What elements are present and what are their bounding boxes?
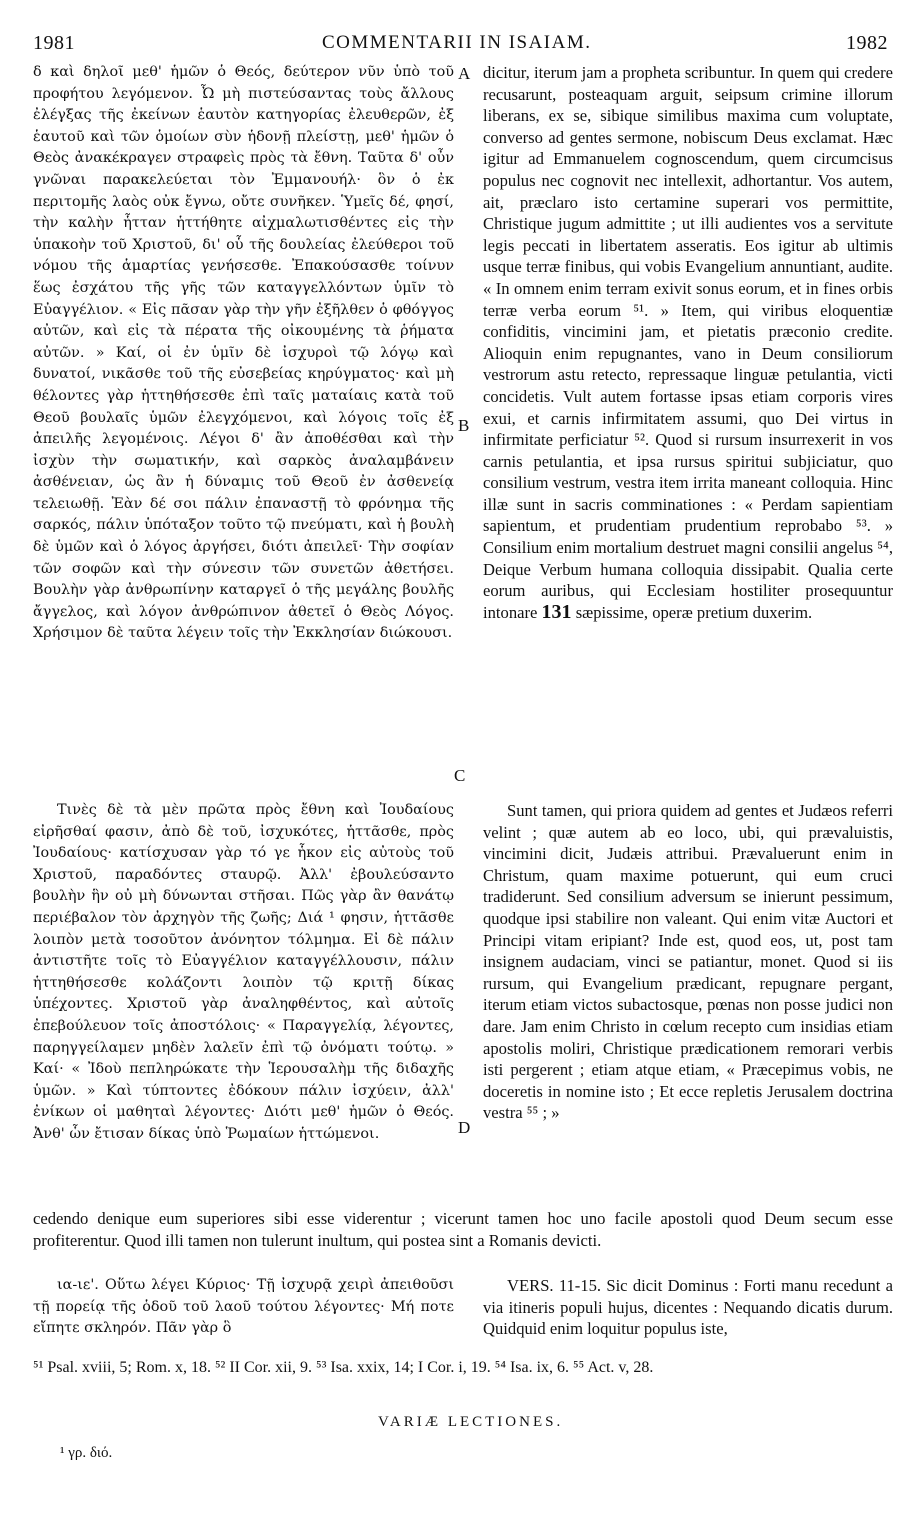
- greek-verse-block: [33, 1275, 454, 1340]
- margin-marker-d: D: [458, 1118, 471, 1137]
- variae-lectiones-title: VARIÆ LECTIONES.: [378, 1414, 564, 1430]
- variae-lectiones-note: ¹ γρ. διό.: [60, 1445, 113, 1461]
- right-page-number: 1982: [846, 32, 888, 54]
- margin-marker-a: A: [458, 64, 471, 83]
- greek-verse: ια-ιε'. Οὕτω λέγει Κύριος· Τῇ ἰσχυρᾷ χειρὶ ἀπειθοῦσι τῇ πορείᾳ τῆς ὁδοῦ τοῦ λαοῦ τούτου λέγοντες· Μή ποτε εἴπητε σκληρόν. Πᾶν γὰρ ὃ: [33, 1277, 454, 1337]
- latin-paragraph-2: Sunt tamen, qui priora quidem ad gentes et Judæos referri velint ; quæ autem ab eo loco, ubi, qui prævaluistis, vincimini dicit, Judæis attribui. Prævaluerunt enim in Christum, quam maxime potuerunt, qui eum cruci tradiderunt. Sed consilium adversum se inierunt pessimum, quodque ipsi stabilire non valeant. Qui enim vitæ Auctori et Principi vitam eripiant? Inde est, quod eos, ut, post tam insignem audaciam, vinci se patiantur, monet. Quod si iis rursum, qui Evangelium prædicant, repugnare pergant, iterum etiam victos subactosque, pœnas non posse judici non dare. Jam enim Christo in cœlum recepto cum insidias etiam apostolis moliri, Christique prædicationem remorari verbis isti pergerent ; etiam atque etiam, « Præcepimus vobis, ne doceretis in nomine isto ; Et ecce repletis Jerusalem doctrina vestra ⁵⁵ ; »: [483, 801, 893, 1123]
- margin-marker-c: C: [454, 766, 466, 785]
- latin-paragraph-1-text: dicitur, iterum jam a propheta scribuntur. In quem qui credere recusarunt, posteaquam arguit, seipsum crimine illorum liberans, ex se, sibique similibus maxima cum voluptate, converso ad gentes sermone, nobiscum Deus exclamat. Hæc igitur ad Emmanuelem cognoscendum, quem circumcisus populus nec cognovit nec intellexit, adhortantur. Vos autem, ait, præclaro isto certamine superari vos permittite, Christique jugum admittite ; ut illi audientes vos a servitute legis peccati in libertatem asseratis. Eos igitur ab ultimis usque terræ finibus, qui vobis Evangelium annuntiant, audite. « In omnem enim terram exivit sonus eorum, et in fines orbis terræ verba eorum ⁵¹. » Item, qui viribus eloquentiæ confiditis, vincimini jam, et pietatis præconio credite. Alioquin enim repugnantes, vano in Deum consiliorum vestrorum astu retecto, repressaque linguæ petulantia, victi concidetis. Vult autem fortasse ipsas etiam corporis vires exui, et carnis infirmitatem assumi, quo Dei virtus in infirmitate perficiatur ⁵². Quod si rursum insurrexerit in vos carnis petulantia, et ipsa rursus spiritui subjiciatur, quo consilium vestrum, vestra item irrita maneant colloquia. Hinc illæ sunt in sacris comminationes : « Perdam sapientiam sapientum, et prudentiam prudentium reprobabo ⁵³. » Consilium enim mortalium destruet magni consilii angelus ⁵⁴, Deique Verbum humana colloquia dissipabit. Qualia certe eorum auribus, qui Ecclesiam hostiliter prosequuntur intonare: [483, 63, 893, 622]
- latin-paragraph-1: [483, 62, 893, 623]
- spanning-latin-paragraph: cedendo denique eum superiores sibi esse viderentur ; vicerunt tamen hoc uno facile apostoli quod Deum secum esse profiterentur. Quod illi tamen non tulerunt inultum, qui postea sint a Romanis devicti.: [33, 1209, 893, 1250]
- left-page-number: 1981: [33, 32, 75, 54]
- latin-verse: VERS. 11-15. Sic dicit Dominus : Forti manu recedunt a via itineris populi hujus, dicentes : Nequando dicatis durum. Quidquid enim loquitur populus iste,: [483, 1276, 893, 1339]
- bold-column-number: 131: [541, 600, 572, 623]
- running-title: COMMENTARII IN ISAIAM.: [322, 32, 592, 53]
- latin-verse-block: [483, 1275, 893, 1340]
- greek-column-bottom: [33, 800, 454, 1146]
- greek-column-top: [33, 62, 454, 645]
- page-header: [0, 0, 923, 60]
- spanning-latin-text: [33, 1208, 893, 1251]
- latin-column-top: [483, 62, 893, 623]
- greek-paragraph-2: Τινὲς δὲ τὰ μὲν πρῶτα πρὸς ἔθνη καὶ Ἰουδαίους εἰρῆσθαί φασιν, ἀπὸ δὲ τοῦ, ἰσχυκότες, ἡττᾶσθε, πρὸς Ἰουδαίους· κατίσχυσαν γὰρ τό γε ἧκον εἰς αὐτοὺς τοῦ Χριστοῦ, παραδόντες σταυρῷ. Ἀλλ' ἐβουλεύσαντο βουλὴν ἣν οὐ μὴ δύνωνται στῆσαι. Πῶς γὰρ ἂν θανάτῳ περιέβαλον τὸν ἀρχηγὸν τῆς ζωῆς; Διά ¹ φησιν, ἡττᾶσθε λοιπὸν μετὰ τοσοῦτον ἀνόνητον τόλμημα. Εἰ δὲ πάλιν ἀντιστῆτε τοῖς τὸ Εὐαγγέλιον καταγγέλλουσιν, πάλιν ἡττηθήσεσθε κολάζοντι λοιπὸν τῷ κριτῇ δίκας ὑπέχοντες. Χριστοῦ γὰρ ἀναληφθέντος, καὶ αὐτοῖς ἐπεβούλευον τοῖς ἀποστόλοις· « Παραγγελίᾳ, λέγοντες, παρηγγείλαμεν μηδὲν λαλεῖν ἐπὶ τῷ ὀνόματι τούτῳ. » Καί· « Ἰδοὺ πεπληρώκατε τὴν Ἱερουσαλὴμ τῆς διδαχῆς ὑμῶν. » Καὶ τύπτοντες ἐδόκουν πάλιν ἰσχύειν, ἀλλ' ἐνίκων οἱ μαθηταὶ λέγοντες· Διότι μεθ' ἡμῶν ὁ Θεός. Ἀνθ' ὧν ἔτισαν δίκας ὑπὸ Ῥωμαίων ἡττώμενοι.: [33, 802, 454, 1142]
- footnotes: ⁵¹ Psal. xviii, 5; Rom. x, 18. ⁵² II Cor. xii, 9. ⁵³ Isa. xxix, 14; I Cor. i, 19. ⁵⁴ Isa. ix, 6. ⁵⁵ Act. v, 28.: [33, 1359, 654, 1376]
- latin-paragraph-1-end: sæpissime, operæ pretium duxerim.: [575, 602, 813, 622]
- latin-column-bottom: [483, 800, 893, 1124]
- greek-paragraph-1: δ καὶ δηλοῖ μεθ' ἡμῶν ὁ Θεός, δεύτερον νῦν ὑπὸ τοῦ προφήτου λεγόμενον. Ὦ μὴ πιστεύσαντας τοὺς ἄλλους ἐλέγξας τῆς ἐκείνων ἑαυτὸν κατηγορίας ἐλευθερῶν, ἐξ ἑαυτοῦ καὶ τῶν ὁμοίων σὺν ἡδονῇ πλείστῃ, μεθ' ἡμῶν ὁ Θεὸς ἀνακέκραγεν στραφεὶς πρὸς τὰ ἔθνη. Ταῦτα δ' οὖν γνῶναι παρακελεύεται τὸν Ἐμμανουήλ· ὃν ὁ ἐκ περιτομῆς λαὸς οὐκ ἔγνω, οὔτε συνῆκεν. Ὑμεῖς δέ, φησί, τὴν καλὴν ἧτταν ἡττήθητε αἰχμαλωτισθέντες εἰς τὴν ὑπακοὴν τοῦ Χριστοῦ, δι' οὗ τῆς δουλείας ἐλεύθεροι τοῦ νόμου τῆς ἁμαρτίας γενήσεσθε. Ἐπακούσασθε τοίνυν ἕως ἐσχάτου τῆς γῆς τῶν καταγγελλόντων ὑμῖν τὸ Εὐαγγέλιον. « Εἰς πᾶσαν γὰρ τὴν γῆν ἐξῆλθεν ὁ φθόγγος αὐτῶν, καὶ εἰς τὰ πέρατα τῆς οἰκουμένης τὰ ῥήματα αὐτῶν. » Καί, οἱ ἐν ὑμῖν δὲ ἰσχυροὶ τῷ λόγῳ καὶ δυνατοί, νικᾶσθε τοῦ τῆς εὐσεβείας κηρύγματος· καὶ μὴ θέλοντες γὰρ ἡττηθήσεσθε ἐπὶ ταῖς ματαίαις κατὰ τοῦ Θεοῦ βουλαῖς ὑμῶν ἐλεγχόμενοι, καὶ λόγοις τοῖς ἐξ ἀπειλῆς λεγομένοις. Λέγοι δ' ἂν ἀποθέσθαι καὶ τὴν ἰσχὺν τὴν σωματικήν, καὶ σαρκὸς ἀναλαμβάνειν ἀσθένειαν, ὡς ἂν ἡ δύναμις τοῦ Θεοῦ ἐν ἀσθενείᾳ τελειωθῇ. Ἐὰν δέ σοι πάλιν ἐπαναστῇ τὸ φρόνημα τῆς σαρκός, πάλιν ὑπόταξον τοῦτο τῷ πνεύματι, καὶ ἡ βουλὴ δὲ ὑμῶν καὶ ὁ λόγος ἀργήσει, διότι ἀπειλεῖ· Τὴν σοφίαν τῶν σοφῶν καὶ τὴν σύνεσιν τῶν συνετῶν ἀθετήσει. Βουλὴν γὰρ ἀνθρωπίνην καταργεῖ ὁ τῆς μεγάλης βουλῆς ἄγγελος, καὶ λόγον ἀνθρώπινον ἀθετεῖ ὁ Θεὸς Λόγος. Χρήσιμον δὲ ταῦτα λέγειν τοῖς τὴν Ἐκκλησίαν διώκουσι.: [33, 64, 454, 642]
- margin-marker-b: B: [458, 416, 470, 435]
